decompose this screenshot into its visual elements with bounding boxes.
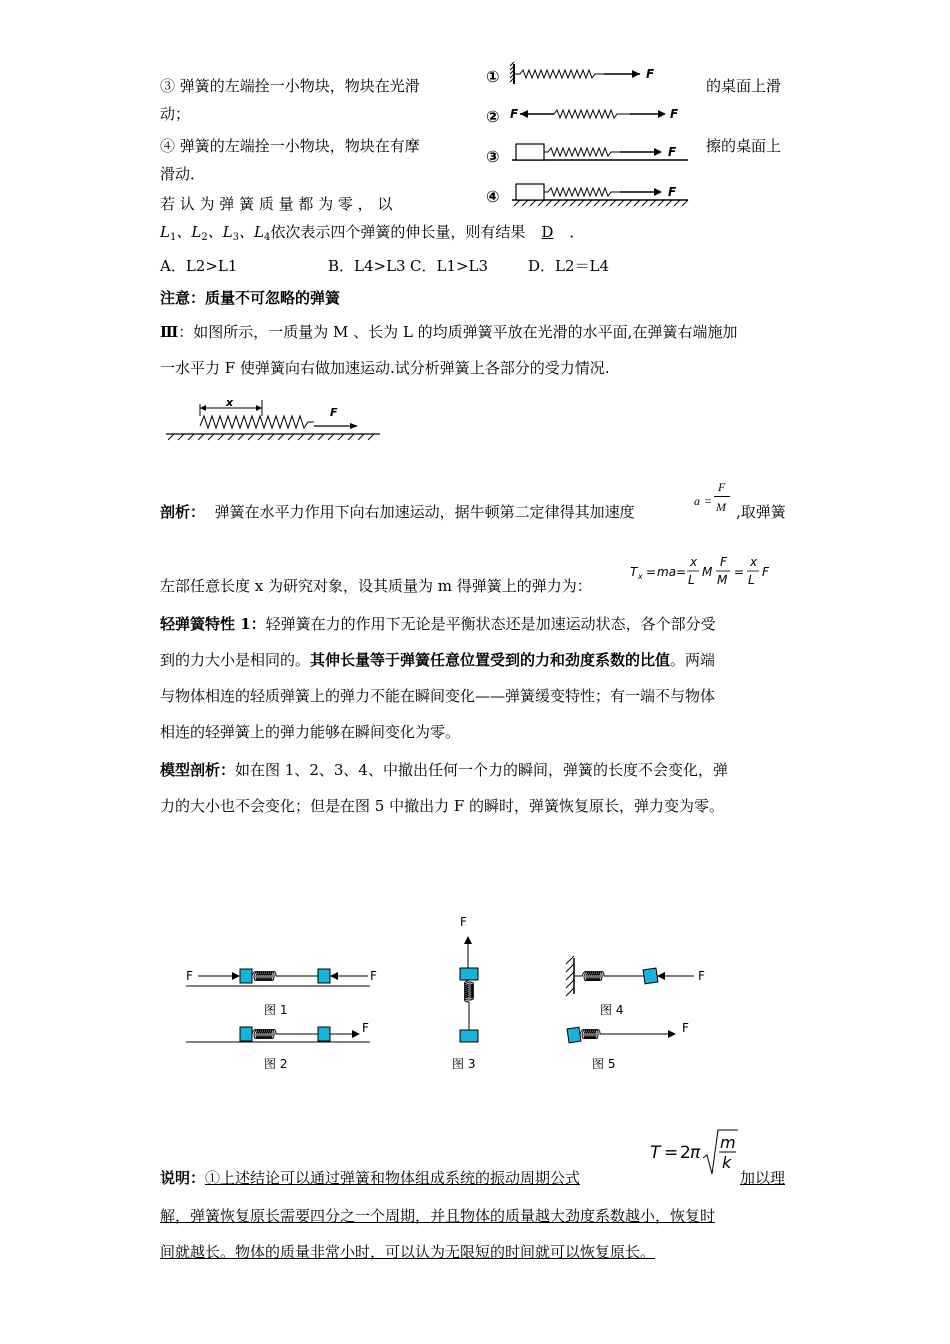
label-3: ③	[486, 147, 500, 166]
four-springs-figure	[480, 60, 690, 220]
svg-text:F: F	[370, 969, 377, 983]
option-a: A．L2>L1	[160, 257, 238, 275]
svg-text:F: F	[668, 185, 677, 199]
spring-4	[544, 188, 620, 196]
svg-text:F: F	[682, 1021, 689, 1035]
option-c: C．L1>L3	[410, 257, 489, 275]
option-b: B．L4>L3	[328, 257, 406, 275]
svg-text:L: L	[688, 573, 695, 587]
label-1: ①	[486, 67, 500, 86]
q-line5: 若 认 为 弹 簧 质 量 都 为 零 ， 以	[160, 195, 393, 213]
figure-5	[567, 1021, 689, 1071]
svg-text:F: F	[720, 555, 727, 569]
caption-fig3: 图 3	[452, 1057, 476, 1071]
caption-fig2: 图 2	[264, 1057, 288, 1071]
q-line1-right: 的桌面上滑	[706, 77, 782, 95]
spring-3	[544, 148, 620, 156]
svg-text:F: F	[668, 145, 677, 159]
svg-text:2: 2	[680, 1143, 691, 1163]
period-formula	[650, 1128, 740, 1180]
caption-fig5: 图 5	[592, 1057, 616, 1071]
caption-fig1: 图 1	[264, 1003, 288, 1017]
svg-text:F: F	[698, 969, 705, 983]
answer-blank: D	[541, 223, 554, 241]
spring-force-formula	[630, 554, 780, 590]
model-line2: 力的大小也不会变化；但是在图 5 中撤出力 F 的瞬时，弹簧恢复原长，弹力变为零。	[160, 797, 725, 815]
explain-line3: 间就越长。物体的质量非常小时，可以认为无限短的时间就可以恢复原长。	[160, 1243, 656, 1261]
svg-text:F: F	[670, 107, 679, 121]
svg-text:x: x	[750, 555, 758, 569]
light-spring-line2: 到的力大小是相同的。其伸长量等于弹簧任意位置受到的力和劲度系数的比值。两端	[160, 651, 716, 669]
svg-text:L: L	[748, 573, 755, 587]
q-line3-right: 擦的桌面上	[706, 137, 782, 155]
analysis-line2: 左部任意长度 x 为研究对象，设其质量为 m 得弹簧上的弹力为：	[160, 577, 592, 595]
caption-fig4: 图 4	[600, 1003, 624, 1017]
svg-text:F: F	[330, 406, 338, 419]
svg-text:M: M	[702, 565, 713, 579]
svg-text:F: F	[646, 67, 655, 81]
explain-line1: 说明：①上述结论可以通过弹簧和物体组成系统的振动周期公式	[160, 1169, 581, 1187]
figure-1	[186, 969, 377, 1017]
label-4: ④	[486, 187, 500, 206]
analysis-line1: 剖析： 弹簧在水平力作用下向右加速运动，据牛顿第二定律得其加速度	[160, 503, 635, 521]
spring-2	[554, 110, 630, 118]
q-line2: 动；	[160, 105, 191, 123]
explain-line2: 解，弹簧恢复原长需要四分之一个周期，并且物体的质量越大劲度系数越小，恢复时	[160, 1207, 716, 1225]
q-line6: $L_1$、$L_2$、$L_3$、$L_4$依次表示四个弹簧的伸长量，则有结果 D ．	[160, 223, 585, 243]
option-d: D．L2＝L4	[528, 257, 610, 275]
figure-4	[566, 956, 705, 1017]
svg-text:F: F	[186, 969, 193, 983]
light-spring-line3: 与物体相连的轻质弹簧上的弹力不能在瞬间变化——弹簧缓变特性；有一端不与物体	[160, 687, 716, 705]
svg-text:π: π	[690, 1143, 701, 1163]
svg-text:F: F	[510, 107, 519, 121]
mass-spring-figure	[166, 396, 386, 442]
svg-text:x: x	[690, 555, 698, 569]
svg-text:=: =	[734, 565, 745, 579]
model-line1: 模型剖析：如在图 1、2、3、4、中撤出任何一个力的瞬间，弹簧的长度不会变化，弹	[160, 761, 728, 779]
light-spring-line1: 轻弹簧特性 1：轻弹簧在力的作用下无论是平衡状态还是加速运动状态，各个部分受	[160, 615, 716, 633]
q-line3: ④ 弹簧的左端拴一小物块，物块在有摩	[160, 137, 420, 155]
figure-3	[452, 915, 478, 1071]
note-heading: 注意：质量不可忽略的弹簧	[160, 289, 341, 307]
label-2: ②	[486, 107, 500, 126]
problem3-line2: 一水平力 F 使弹簧向右做加速运动.试分析弹簧上各部分的受力情况.	[160, 359, 610, 377]
five-figures	[180, 910, 720, 1080]
q-line4: 滑动．	[160, 165, 206, 183]
spring-1	[514, 70, 604, 78]
analysis-line1-end: ,取弹簧	[736, 503, 786, 521]
svg-text:m: m	[720, 1133, 736, 1152]
svg-text:F: F	[762, 565, 769, 579]
svg-text:F: F	[460, 915, 467, 929]
svg-text:x: x	[638, 572, 643, 581]
svg-text:M: M	[717, 573, 728, 587]
svg-text:=: =	[664, 1143, 679, 1163]
svg-text:=: =	[676, 565, 687, 579]
figure-2	[186, 1021, 370, 1071]
svg-text:ma: ma	[657, 565, 677, 579]
svg-text:F: F	[362, 1021, 369, 1035]
svg-text:k: k	[722, 1153, 732, 1172]
light-spring-line4: 相连的轻弹簧上的弹力能够在瞬间变化为零。	[160, 723, 461, 741]
problem3-line1: Ⅲ：如图所示，一质量为 M 、长为 L 的均质弹簧平放在光滑的水平面,在弹簧右端施加	[160, 323, 738, 341]
svg-text:T: T	[630, 565, 638, 579]
svg-text:x: x	[226, 396, 234, 409]
q-line1: ③ 弹簧的左端拴一小物块，物块在光滑	[160, 77, 420, 95]
svg-text:T: T	[650, 1143, 661, 1163]
explain-line1-end: 加以理	[740, 1169, 786, 1187]
svg-text:=: =	[646, 565, 657, 579]
